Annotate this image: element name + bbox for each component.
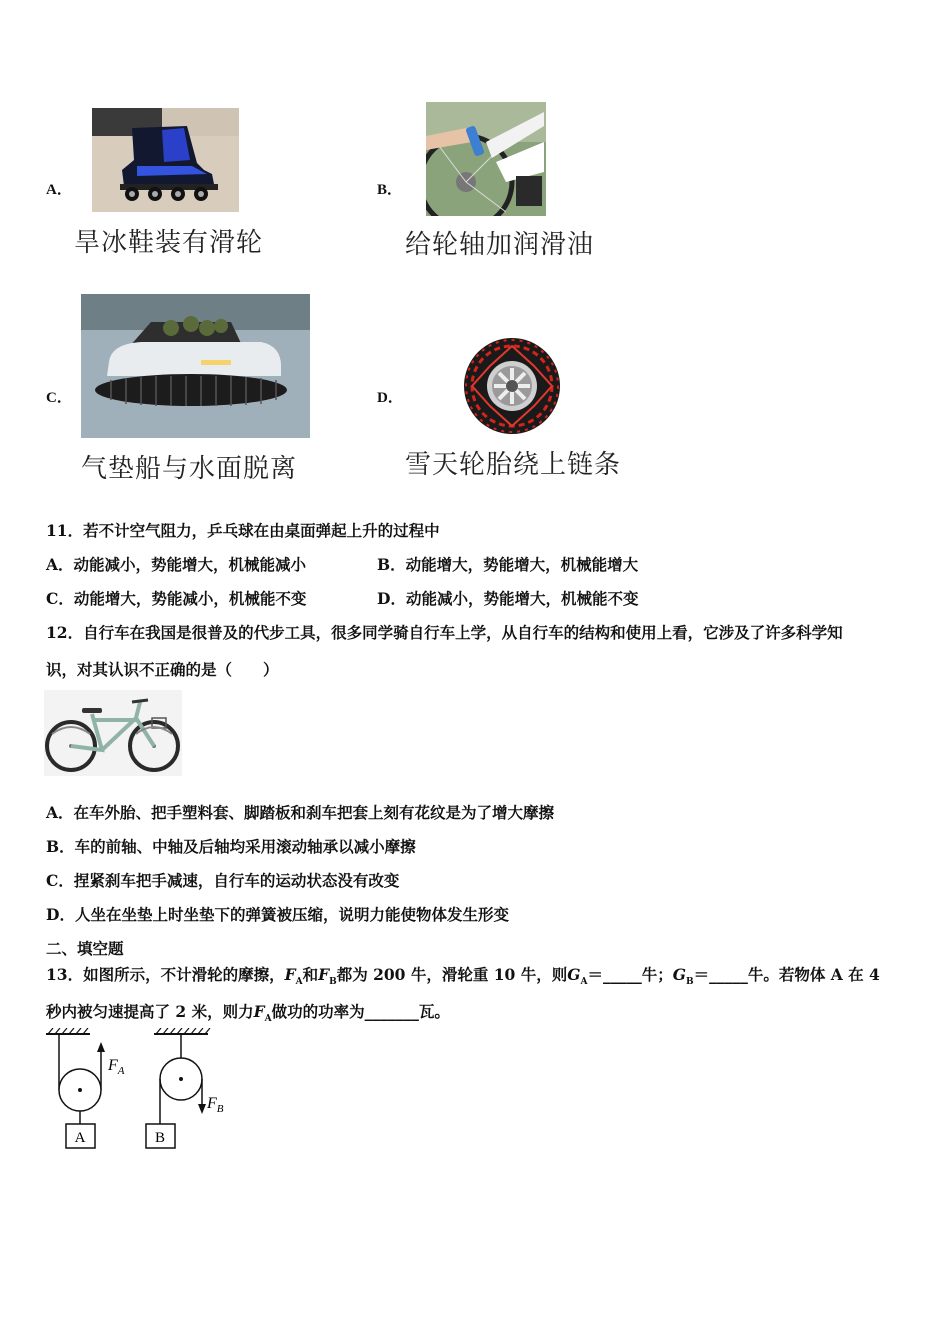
hovercraft-photo bbox=[81, 294, 310, 438]
option-d-caption: 雪天轮胎绕上链条 bbox=[405, 450, 622, 480]
q12-option-b: B．车的前轴、中轴及后轴均采用滚动轴承以减小摩擦 bbox=[46, 837, 416, 856]
option-a-caption: 旱冰鞋装有滑轮 bbox=[74, 228, 264, 258]
q12-option-c: C．捏紧刹车把手减速，自行车的运动状态没有改变 bbox=[46, 871, 400, 890]
q12-option-a: A．在车外胎、把手塑料套、脚踏板和刹车把套上刻有花纹是为了增大摩擦 bbox=[46, 803, 555, 822]
bike-oiling-photo bbox=[426, 102, 546, 216]
q12-stem-line1: 12．自行车在我国是很普及的代步工具，很多同学骑自行车上学，从自行车的结构和使用上看，它涉及了许多科学知 bbox=[46, 623, 843, 642]
bicycle-photo bbox=[44, 690, 182, 776]
option-b-letter: B． bbox=[377, 182, 403, 198]
option-c-caption: 气垫船与水面脱离 bbox=[81, 454, 298, 484]
section-title: 二、填空题 bbox=[46, 939, 124, 958]
q11-option-b: B．动能增大，势能增大，机械能增大 bbox=[377, 555, 639, 574]
inline-skate-photo bbox=[92, 108, 239, 212]
box-a-label: A bbox=[74, 1130, 86, 1146]
q11-option-a: A．动能减小，势能增大，机械能减小 bbox=[46, 555, 307, 574]
option-a-letter: A． bbox=[46, 182, 72, 198]
box-b-label: B bbox=[154, 1130, 166, 1146]
q11-option-c: C．动能增大，势能减小，机械能不变 bbox=[46, 589, 307, 608]
force-a-label: $F_A$ bbox=[108, 1057, 125, 1077]
q13-line1: 13．如图所示，不计滑轮的摩擦，$F_A$和$F_B$都为 200 牛，滑轮重 10 牛，则$G_A=\_\_\_\_\_$牛；$G_B=\_\_\_\_\_$牛。若物体 A 在 4 bbox=[46, 965, 880, 988]
q12-stem-line2: 识，对其认识不正确的是（ ） bbox=[46, 660, 279, 679]
pulley-figure bbox=[44, 1028, 244, 1154]
q12-option-d: D．人坐在坐垫上时坐垫下的弹簧被压缩，说明力能使物体发生形变 bbox=[46, 905, 509, 924]
option-c-letter: C． bbox=[46, 390, 72, 406]
force-b-label: $F_B$ bbox=[207, 1095, 224, 1115]
snow-chain-tire-photo bbox=[462, 336, 562, 436]
option-d-letter: D． bbox=[377, 390, 403, 406]
q11-option-d: D．动能减小，势能增大，机械能不变 bbox=[377, 589, 639, 608]
option-b-caption: 给轮轴加润滑油 bbox=[405, 230, 595, 260]
q11-stem: 11．若不计空气阻力，乒乓球在由桌面弹起上升的过程中 bbox=[46, 521, 440, 540]
q13-line2: 秒内被匀速提高了 2 米，则力$F_A$做功的功率为_______瓦。 bbox=[46, 1002, 450, 1025]
